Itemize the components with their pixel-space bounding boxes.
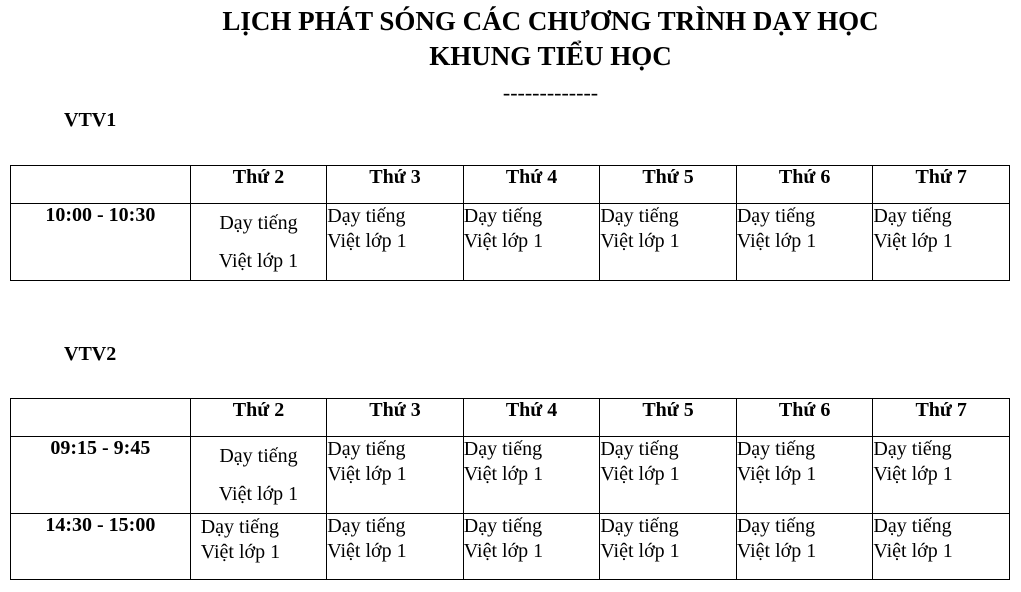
program-line-2: Việt lớp 1 xyxy=(327,463,407,485)
program-line-2: Việt lớp 1 xyxy=(736,540,817,562)
day-header: Thứ 5 xyxy=(600,166,737,204)
program-cell xyxy=(327,514,464,580)
program-cell xyxy=(736,514,873,580)
day-header: Thứ 6 xyxy=(736,166,873,204)
day-header: Thứ 7 xyxy=(873,399,1010,437)
program-line-2: Việt lớp 1 xyxy=(463,463,544,485)
program-line-1: Dạy tiếng xyxy=(219,212,298,234)
table-row xyxy=(11,437,1010,514)
program-line-2: Việt lớp 1 xyxy=(463,540,544,562)
time-slot: 09:15 - 9:45 xyxy=(11,437,191,514)
header-empty-cell xyxy=(11,399,191,437)
program-line-2: Việt lớp 1 xyxy=(600,230,680,252)
table-row xyxy=(11,204,1010,281)
time-slot: 14:30 - 15:00 xyxy=(11,514,191,580)
program-cell xyxy=(190,514,327,580)
table-header-row xyxy=(11,166,1010,204)
program-line-1: Dạy tiếng xyxy=(600,515,679,537)
program-line-2: Việt lớp 1 xyxy=(873,230,953,252)
program-line-2: Việt lớp 1 xyxy=(873,463,953,485)
day-header: Thứ 7 xyxy=(873,166,1010,204)
day-header: Thứ 4 xyxy=(463,399,600,437)
program-line-2: Việt lớp 1 xyxy=(736,463,817,485)
channel-label-vtv2: VTV2 xyxy=(64,343,117,365)
program-line-2: Việt lớp 1 xyxy=(873,540,953,562)
program-line-1: Dạy tiếng xyxy=(873,515,952,537)
program-line-2: Việt lớp 1 xyxy=(463,230,544,252)
program-cell xyxy=(600,204,737,281)
program-cell xyxy=(190,437,327,514)
program-line-2: Việt lớp 1 xyxy=(736,230,817,252)
program-line-1: Dạy tiếng xyxy=(463,515,543,537)
program-line-1: Dạy tiếng xyxy=(327,438,406,460)
program-cell xyxy=(463,204,600,281)
program-line-2: Việt lớp 1 xyxy=(200,541,281,563)
program-line-1: Dạy tiếng xyxy=(200,516,280,538)
day-header: Thứ 5 xyxy=(600,399,737,437)
program-cell xyxy=(327,437,464,514)
program-line-2: Việt lớp 1 xyxy=(218,250,299,272)
program-cell xyxy=(873,514,1010,580)
program-cell xyxy=(873,204,1010,281)
program-line-1: Dạy tiếng xyxy=(736,205,816,227)
program-line-2: Việt lớp 1 xyxy=(600,540,680,562)
page-subtitle: KHUNG TIỂU HỌC xyxy=(429,41,672,71)
day-header: Thứ 3 xyxy=(327,166,464,204)
header-empty-cell xyxy=(11,166,191,204)
program-line-2: Việt lớp 1 xyxy=(327,230,407,252)
program-line-1: Dạy tiếng xyxy=(327,515,406,537)
program-line-1: Dạy tiếng xyxy=(327,205,406,227)
schedule-table-vtv2 xyxy=(10,398,1010,580)
channel-label-vtv1: VTV1 xyxy=(64,109,117,131)
program-cell xyxy=(873,437,1010,514)
program-line-1: Dạy tiếng xyxy=(219,445,298,467)
schedule-table-vtv1 xyxy=(10,165,1010,281)
time-slot: 10:00 - 10:30 xyxy=(11,204,191,281)
program-line-2: Việt lớp 1 xyxy=(218,483,299,505)
title-separator: ------------- xyxy=(502,80,599,105)
day-header: Thứ 4 xyxy=(463,166,600,204)
program-cell xyxy=(190,204,327,281)
program-cell xyxy=(736,437,873,514)
program-line-1: Dạy tiếng xyxy=(463,438,543,460)
program-line-1: Dạy tiếng xyxy=(873,438,952,460)
program-cell xyxy=(463,514,600,580)
program-cell xyxy=(600,437,737,514)
program-line-1: Dạy tiếng xyxy=(736,438,816,460)
program-line-2: Việt lớp 1 xyxy=(600,463,680,485)
day-header: Thứ 6 xyxy=(736,399,873,437)
program-line-2: Việt lớp 1 xyxy=(327,540,407,562)
program-cell xyxy=(463,437,600,514)
day-header: Thứ 2 xyxy=(190,166,327,204)
day-header: Thứ 3 xyxy=(327,399,464,437)
program-line-1: Dạy tiếng xyxy=(463,205,543,227)
program-line-1: Dạy tiếng xyxy=(600,205,679,227)
program-line-1: Dạy tiếng xyxy=(600,438,679,460)
day-header: Thứ 2 xyxy=(190,399,327,437)
program-cell xyxy=(736,204,873,281)
program-line-1: Dạy tiếng xyxy=(736,515,816,537)
program-cell xyxy=(600,514,737,580)
table-header-row xyxy=(11,399,1010,437)
program-line-1: Dạy tiếng xyxy=(873,205,952,227)
program-cell xyxy=(327,204,464,281)
table-row xyxy=(11,514,1010,580)
page-title: LỊCH PHÁT SÓNG CÁC CHƯƠNG TRÌNH DẠY HỌC xyxy=(222,6,879,36)
